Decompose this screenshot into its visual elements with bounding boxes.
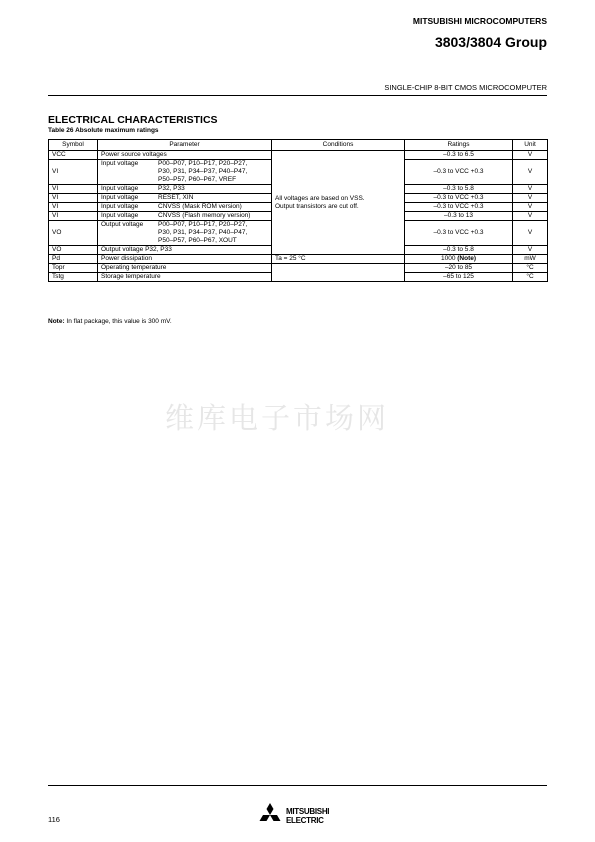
parameter-pins xyxy=(158,221,247,245)
symbol-cell: VCC xyxy=(49,151,98,160)
parameter-cell xyxy=(98,264,272,273)
parameter-cell xyxy=(98,160,272,185)
header-conditions: Conditions xyxy=(272,140,405,151)
pin-line: P50–P57, P60–P67, XOUT xyxy=(158,237,237,244)
parameter-label: Input voltage xyxy=(101,194,139,201)
table-note xyxy=(48,318,172,325)
unit-cell: V xyxy=(513,185,548,194)
rating-value: –0.3 to VCC +0.3 xyxy=(433,229,484,236)
parameter-pins xyxy=(158,160,247,184)
logo-line-2: ELECTRIC xyxy=(286,815,324,825)
parameter-pins xyxy=(158,212,250,220)
note-label: Note: xyxy=(48,318,65,325)
conditions-temp-cell: Ta = 25 °C xyxy=(272,255,405,264)
pin-line: CNVSS (Flash memory version) xyxy=(158,212,251,219)
parameter-label: Input voltage xyxy=(101,203,139,210)
symbol-cell: VI xyxy=(49,185,98,194)
product-group-title: 3803/3804 Group xyxy=(434,34,547,50)
parameter-pins xyxy=(158,185,185,193)
symbol-cell: VI xyxy=(49,203,98,212)
table-row xyxy=(49,255,548,264)
conditions-voltage-cell xyxy=(272,151,405,255)
conditions-line: All voltages are based on VSS. xyxy=(275,194,365,202)
pin-line: P30, P31, P34–P37, P40–P47, xyxy=(158,168,248,175)
header-ratings: Ratings xyxy=(405,140,513,151)
parameter-cell xyxy=(98,246,272,255)
parameter-label: Output voltage xyxy=(101,221,144,228)
rating-cell xyxy=(405,264,513,273)
parameter-label: Operating temperature xyxy=(101,264,167,271)
rating-value: –20 to 85 xyxy=(444,264,473,271)
parameter-label: Storage temperature xyxy=(101,273,161,280)
rating-value: –0.3 to 5.8 xyxy=(443,246,474,253)
section-title: ELECTRICAL CHARACTERISTICS xyxy=(48,114,218,126)
parameter-pins xyxy=(158,194,193,202)
mitsubishi-logo xyxy=(257,803,347,829)
pin-line: P50–P57, P60–P67, VREF xyxy=(158,176,237,183)
conditions-empty-cell xyxy=(272,264,405,282)
unit-cell: V xyxy=(513,221,548,246)
conditions-line: Output transistors are cut off. xyxy=(275,202,359,210)
rating-cell xyxy=(405,160,513,185)
product-subtitle: SINGLE-CHIP 8-BIT CMOS MICROCOMPUTER xyxy=(384,83,547,92)
header-symbol: Symbol xyxy=(49,140,98,151)
pin-line: P00–P07, P10–P17, P20–P27, xyxy=(158,221,248,228)
logo-line-1: MITSUBISHI xyxy=(286,807,330,816)
unit-cell: V xyxy=(513,203,548,212)
table-row xyxy=(49,264,548,273)
header-unit: Unit xyxy=(513,140,548,151)
rating-note-ref: (Note) xyxy=(457,255,477,262)
unit-cell: mW xyxy=(513,255,548,264)
company-header: MITSUBISHI MICROCOMPUTERS xyxy=(412,16,547,26)
rating-value: –0.3 to VCC +0.3 xyxy=(433,203,484,210)
symbol-cell: Pd xyxy=(49,255,98,264)
pin-line: P00–P07, P10–P17, P20–P27, xyxy=(158,160,248,167)
rating-value: –0.3 to 6.5 xyxy=(443,151,474,158)
parameter-cell xyxy=(98,203,272,212)
logo-wordmark xyxy=(286,808,329,825)
rating-value: –0.3 to VCC +0.3 xyxy=(433,168,484,175)
table-header-row xyxy=(49,140,548,151)
table-row xyxy=(49,151,548,160)
pin-line: P30, P31, P34–P37, P40–P47, xyxy=(158,229,248,236)
rating-cell xyxy=(405,246,513,255)
rating-value: –0.3 to VCC +0.3 xyxy=(433,194,484,201)
unit-cell: V xyxy=(513,212,548,221)
rating-cell xyxy=(405,255,513,264)
parameter-label: Power dissipation xyxy=(101,255,152,262)
unit-cell: V xyxy=(513,151,548,160)
rating-cell xyxy=(405,185,513,194)
rating-cell xyxy=(405,194,513,203)
unit-cell: V xyxy=(513,160,548,185)
rating-cell xyxy=(405,221,513,246)
table-caption: Table 26 Absolute maximum ratings xyxy=(48,127,159,134)
parameter-cell xyxy=(98,151,272,160)
symbol-cell: VI xyxy=(49,212,98,221)
unit-cell: V xyxy=(513,194,548,203)
note-text: In flat package, this value is 300 mV. xyxy=(64,318,172,325)
rating-value: 1000 xyxy=(440,255,456,262)
parameter-label: Input voltage xyxy=(101,212,139,219)
symbol-cell: VO xyxy=(49,246,98,255)
parameter-cell xyxy=(98,273,272,282)
parameter-cell xyxy=(98,255,272,264)
header-parameter: Parameter xyxy=(98,140,272,151)
three-diamonds-logo-icon xyxy=(257,803,283,827)
unit-cell: °C xyxy=(513,273,548,282)
parameter-cell xyxy=(98,221,272,246)
unit-cell: °C xyxy=(513,264,548,273)
parameter-label: Input voltage xyxy=(101,160,139,167)
symbol-cell: VO xyxy=(49,221,98,246)
rating-cell xyxy=(405,203,513,212)
parameter-label: Power source voltages xyxy=(101,151,167,158)
rating-value: –0.3 to 5.8 xyxy=(443,185,474,192)
watermark: 维库电子市场网 xyxy=(165,401,390,435)
pin-line: P32, P33 xyxy=(158,185,185,192)
parameter-cell xyxy=(98,194,272,203)
pin-line: CNVSS (Mask ROM version) xyxy=(158,203,242,210)
page-number: 116 xyxy=(48,815,60,824)
parameter-cell xyxy=(98,212,272,221)
rating-value: –65 to 125 xyxy=(443,273,474,280)
rating-value: –0.3 to 13 xyxy=(444,212,473,219)
symbol-cell: VI xyxy=(49,194,98,203)
symbol-cell: Topr xyxy=(49,264,98,273)
rating-cell xyxy=(405,151,513,160)
unit-cell: V xyxy=(513,246,548,255)
rating-cell xyxy=(405,212,513,221)
absolute-max-ratings-table xyxy=(48,139,548,282)
parameter-label: Output voltage P32, P33 xyxy=(101,246,172,253)
parameter-pins xyxy=(158,203,242,211)
pin-line: RESET, XIN xyxy=(158,194,194,201)
parameter-cell xyxy=(98,185,272,194)
footer-rule xyxy=(48,785,547,786)
symbol-cell: Tstg xyxy=(49,273,98,282)
parameter-label: Input voltage xyxy=(101,185,139,192)
symbol-cell: VI xyxy=(49,160,98,185)
header-rule xyxy=(48,95,547,96)
rating-cell xyxy=(405,273,513,282)
